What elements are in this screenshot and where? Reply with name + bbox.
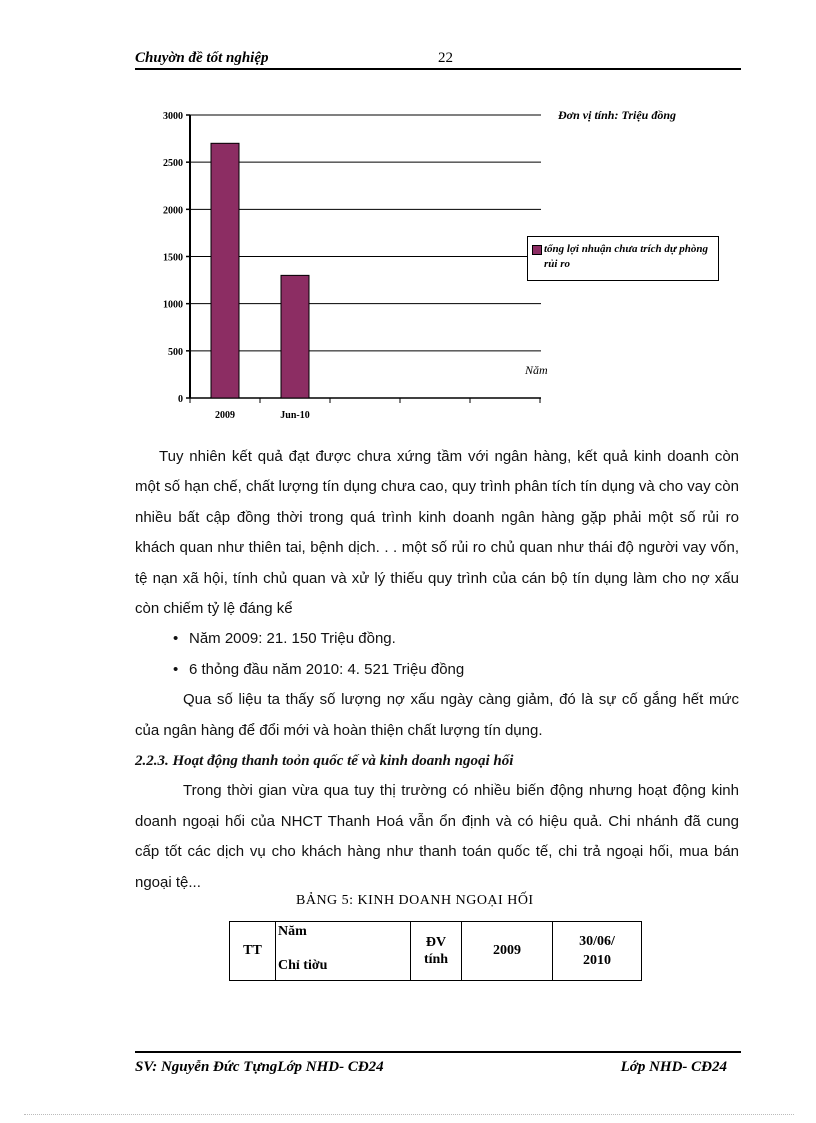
x-axis-title: Năm <box>525 363 548 377</box>
y-tick-label: 500 <box>168 346 183 358</box>
body-text <box>135 442 739 898</box>
bar-2009 <box>211 143 239 398</box>
header-2010 <box>553 922 642 981</box>
legend-swatch <box>532 245 542 255</box>
chart-legend <box>527 236 719 281</box>
paragraph-1: Tuy nhiên kết quả đạt được chưa xứng tầm với ngân hàng, kết quả kinh doanh còn một số hạn chế, chất lượng tín dụng chưa cao, quy trình phân tích tín dụng và cho vay còn nhiều bất cập đồng thời trong quá trình kinh doanh ngân hàng gặp phải một số rủi ro khách quan như thiên tai, bệnh dịch. . . một số rủi ro chủ quan như thái độ người vay vốn, tệ nạn xã hội, tính chủ quan và xử lý thiếu quy trình của cán bộ tín dụng làm cho nợ xấu còn chiếm tỷ lệ đáng kể <box>135 448 739 618</box>
legend-label: tổng lợi nhuận chưa trích dự phòng rủi ro <box>544 243 708 270</box>
header-title: Chuyờn đề tốt nghiệp <box>135 50 269 66</box>
table-header-row <box>230 922 642 981</box>
table-caption: BẢNG 5: KINH DOANH NGOẠI HỐI <box>296 893 534 908</box>
footer-student: SV: Nguyễn Đức TựngLớp NHD- CĐ24 <box>135 1059 384 1075</box>
page-bottom-dotted-rule <box>24 1114 794 1115</box>
page-footer <box>135 1051 741 1077</box>
header-2010-line2: 2010 <box>583 953 611 968</box>
footer-class: Lớp NHD- CĐ24 <box>620 1059 727 1075</box>
page-header <box>135 50 741 70</box>
bullet-text-2: 6 thỏng đầu năm 2010: 4. 521 Triệu đồng <box>189 660 465 678</box>
y-tick-label: 2500 <box>163 158 183 170</box>
chart-bars <box>211 143 309 398</box>
chart-unit-label: Đơn vị tính: Triệu đồng <box>558 108 677 122</box>
paragraph-2: Qua số liệu ta thấy số lượng nợ xấu ngày càng giảm, đó là sự cố gắng hết mức của ngân hàng để đổi mới và hoàn thiện chất lượng tín dụng. <box>135 691 739 739</box>
forex-table <box>229 921 642 981</box>
header-unit-line2: tính <box>423 952 449 967</box>
header-2009: 2009 <box>462 922 553 981</box>
bullet-item-2 <box>135 655 739 685</box>
bullet-dot: • <box>173 660 179 678</box>
chart-gridlines <box>190 115 541 351</box>
bar-Jun-10 <box>281 275 309 398</box>
y-tick-label: 1500 <box>163 252 183 264</box>
y-tick-label: 1000 <box>163 299 183 311</box>
header-chitieu: Chỉ tiờu <box>278 958 328 973</box>
header-unit-line1: ĐV <box>425 935 447 950</box>
header-2010-line1: 30/06/ <box>579 934 615 949</box>
x-tick-label: 2009 <box>215 410 235 421</box>
header-nam-chitieu <box>276 922 411 981</box>
x-axis-labels <box>215 410 310 421</box>
bullet-text-1: Năm 2009: 21. 150 Triệu đồng. <box>189 630 396 648</box>
header-nam: Năm <box>278 924 307 939</box>
bullet-item-1 <box>135 624 739 654</box>
page-number: 22 <box>438 50 453 66</box>
header-unit <box>411 922 462 981</box>
bullet-dot: • <box>173 630 179 648</box>
y-tick-label: 3000 <box>163 111 183 122</box>
paragraph-3: Trong thời gian vừa qua tuy thị trường có nhiều biến động nhưng hoạt động kinh doanh ngoại hối của NHCT Thanh Hoá vẫn ổn định và có hiệu quả. Chi nhánh đã cung cấp tốt các dịch vụ cho khách hàng như thanh toán quốc tế, chi trả ngoại hối, mua bán ngoại tệ... <box>135 782 739 891</box>
y-tick-label: 2000 <box>163 205 183 217</box>
x-tick-label: Jun-10 <box>280 410 310 421</box>
section-heading: 2.2.3. Hoạt động thanh toỏn quốc tế và kinh doanh ngoại hối <box>135 753 514 770</box>
bar-chart <box>135 100 555 425</box>
y-tick-label: 0 <box>178 394 183 405</box>
header-tt: TT <box>230 922 276 981</box>
y-axis-ticks <box>163 111 190 405</box>
